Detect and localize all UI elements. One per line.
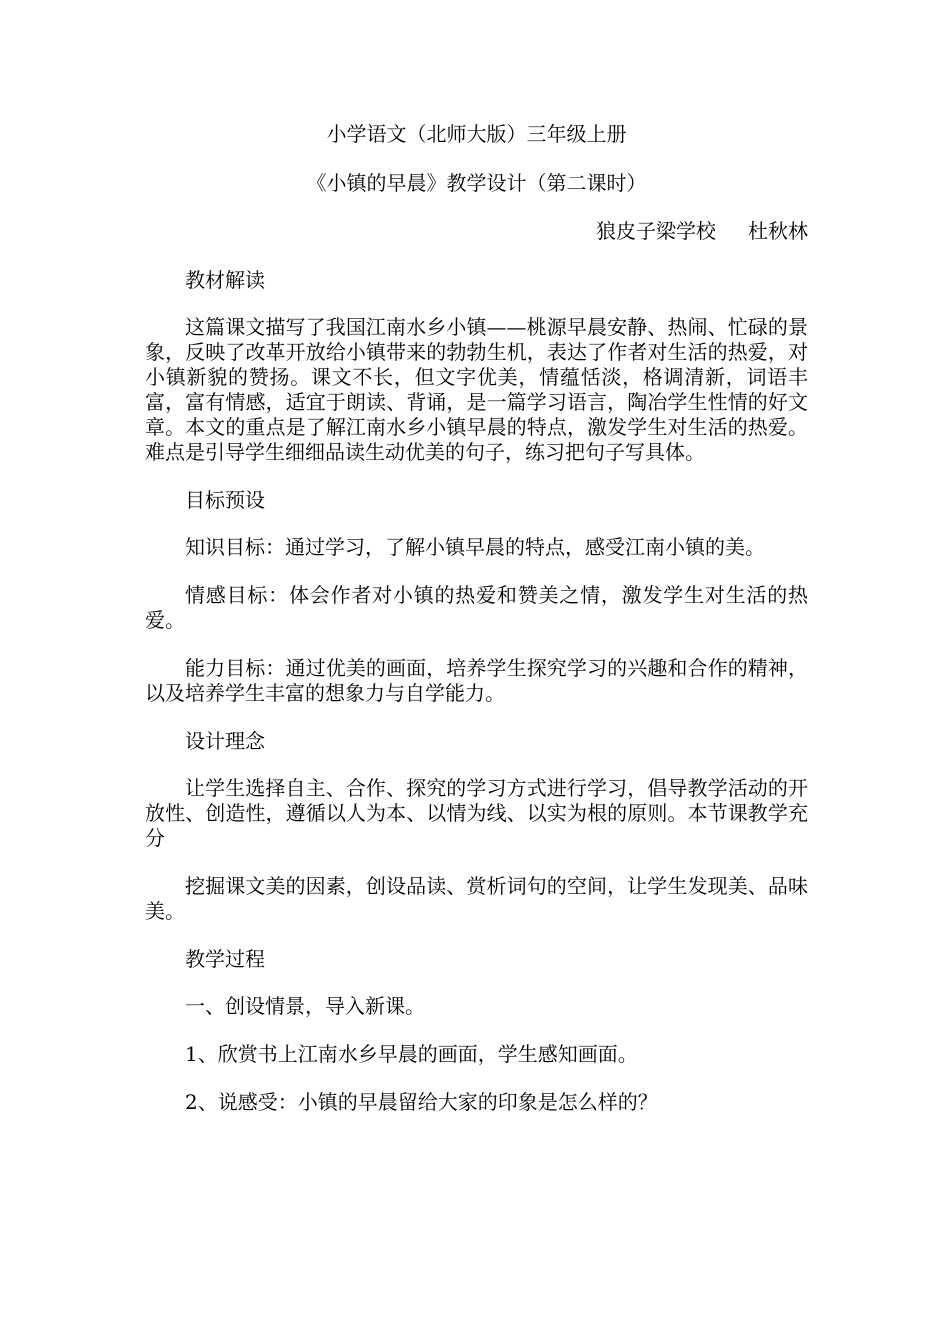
section-heading: 教学过程	[185, 947, 265, 971]
paragraph: 一、创设情景，导入新课。	[185, 994, 425, 1018]
paragraph: 挖掘课文美的因素，创设品读、赏析词句的空间，让学生发现美、品味美。	[145, 874, 808, 923]
document-body	[145, 122, 808, 1138]
author-name: 杜秋林	[748, 219, 808, 243]
paragraph: 让学生选择自主、合作、探究的学习方式进行学习，倡导教学活动的开放性、创造性，遵循以人为本、以情为线、以实为根的原则。本节课教学充分	[145, 776, 808, 850]
section-heading: 教材解读	[185, 268, 265, 292]
section-heading: 目标预设	[185, 488, 265, 512]
school-name: 狼皮子梁学校	[596, 219, 716, 243]
paragraph: 2、说感受：小镇的早晨留给大家的印象是怎么样的？	[185, 1090, 658, 1114]
document-subtitle: 《小镇的早晨》教学设计（第二课时）	[306, 171, 647, 195]
paragraph: 情感目标：体会作者对小镇的热爱和赞美之情，激发学生对生活的热爱。	[145, 583, 808, 632]
document-title: 小学语文（北师大版）三年级上册	[326, 122, 627, 146]
section-heading: 设计理念	[185, 729, 265, 753]
paragraph: 知识目标：通过学习，了解小镇早晨的特点，感受江南小镇的美。	[185, 535, 765, 559]
paragraph: 1、欣赏书上江南水乡早晨的画面，学生感知画面。	[185, 1042, 638, 1066]
paragraph: 这篇课文描写了我国江南水乡小镇——桃源早晨安静、热闹、忙碌的景象，反映了改革开放给小镇带来的勃勃生机，表达了作者对生活的热爱，对小镇新貌的赞扬。课文不长，但文字优美，情蕴恬淡，格调清新，词语丰富，富有情感，适宜于朗读、背诵，是一篇学习语言，陶冶学生性情的好文章。本文的重点是了解江南水乡小镇早晨的特点，激发学生对生活的热爱。难点是引导学生细细品读生动优美的句子，练习把句子写具体。	[145, 315, 808, 464]
paragraph: 能力目标：通过优美的画面，培养学生探究学习的兴趣和合作的精神，以及培养学生丰富的想象力与自学能力。	[145, 656, 808, 705]
author-line	[145, 219, 808, 244]
